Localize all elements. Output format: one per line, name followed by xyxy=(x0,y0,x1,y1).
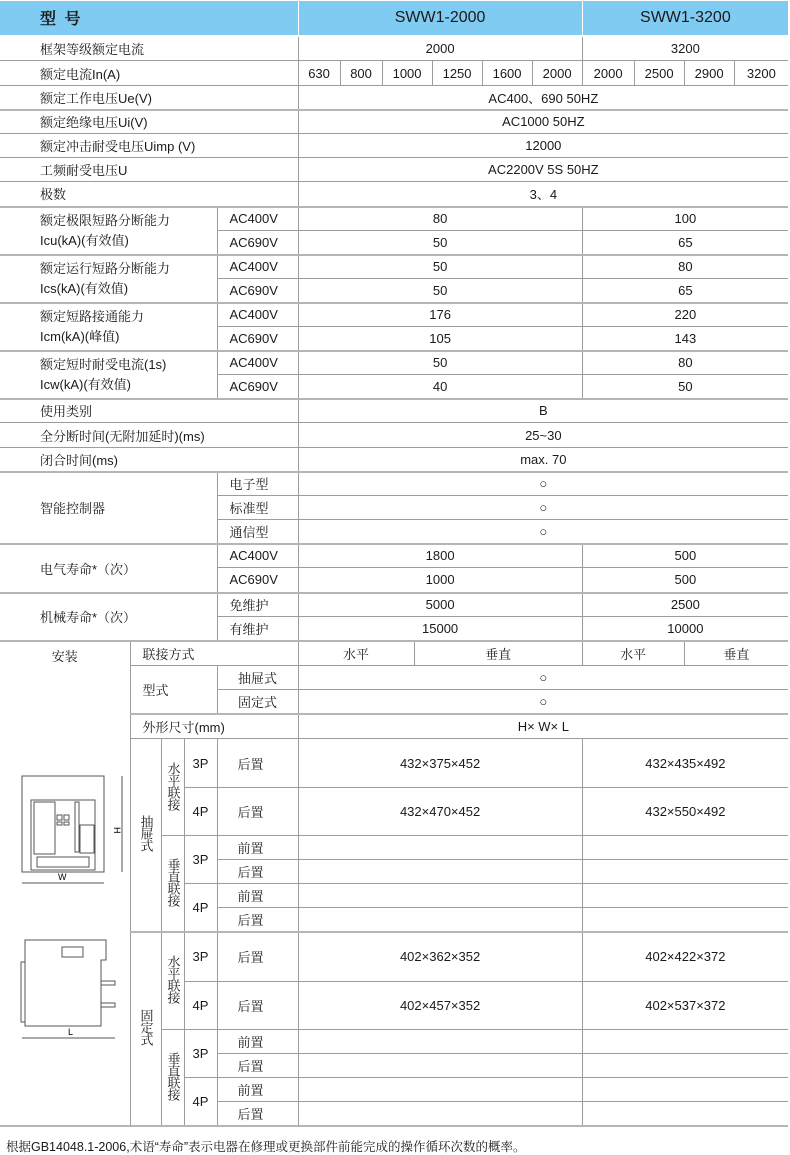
vertical-text: 固定式 xyxy=(138,1009,154,1045)
table-row xyxy=(0,255,788,279)
row-label xyxy=(0,255,217,303)
cell: 432×470×452 xyxy=(298,788,582,836)
cell: 垂直 xyxy=(414,641,582,666)
cell: 50 xyxy=(582,375,788,399)
cell: 50 xyxy=(298,255,582,279)
maintenance-cell: 有维护 xyxy=(217,617,298,641)
cell: B xyxy=(298,399,788,423)
voltage-cell: AC400V xyxy=(217,303,298,327)
table-row xyxy=(0,593,788,617)
controller-type: 标准型 xyxy=(217,496,298,520)
cell: 402×457×352 xyxy=(298,982,582,1030)
cell xyxy=(582,836,788,860)
cell xyxy=(298,1078,582,1102)
cell: 后置 xyxy=(217,1054,298,1078)
cell xyxy=(582,1102,788,1126)
cell: 500 xyxy=(582,568,788,593)
model-sww1-2000: SWW1-2000 xyxy=(298,1,582,36)
cell: 50 xyxy=(298,231,582,255)
cell: 2500 xyxy=(582,593,788,617)
cell: 432×375×452 xyxy=(298,739,582,788)
row-label: 智能控制器 xyxy=(0,472,217,544)
label-line: Icw(kA)(有效值) xyxy=(40,376,131,392)
row-label: 型式 xyxy=(130,666,217,714)
cell: 1600 xyxy=(482,61,532,86)
table-row xyxy=(0,399,788,423)
cell: 176 xyxy=(298,303,582,327)
cell: 800 xyxy=(340,61,382,86)
cell: 后置 xyxy=(217,932,298,982)
cell: 10000 xyxy=(582,617,788,641)
row-label: 额定绝缘电压Ui(V) xyxy=(0,110,298,134)
cell: 2000 xyxy=(532,61,582,86)
row-label: 额定冲击耐受电压Uimp (V) xyxy=(0,134,298,158)
cell: 65 xyxy=(582,231,788,255)
cell: 220 xyxy=(582,303,788,327)
vertical-text: 垂直联接 xyxy=(165,857,181,906)
cell: ○ xyxy=(298,690,788,714)
length-label: L xyxy=(68,1027,74,1037)
row-label xyxy=(0,303,217,351)
label-line: 额定极限短路分断能力 xyxy=(40,212,171,228)
label-line: Icm(kA)(峰值) xyxy=(40,328,120,344)
row-label: 极数 xyxy=(0,182,298,207)
cell xyxy=(298,1102,582,1126)
cell: 40 xyxy=(298,375,582,399)
height-label: H xyxy=(112,827,122,834)
row-label: 使用类别 xyxy=(0,399,298,423)
drawout-breaker-front-diagram xyxy=(18,770,130,890)
row-label xyxy=(0,207,217,255)
label-line: 额定短路接通能力 xyxy=(40,308,145,324)
vertical-connection-label xyxy=(161,1030,184,1126)
vertical-text: 水平联接 xyxy=(165,955,181,1004)
vertical-text: 抽屉式 xyxy=(138,815,154,852)
table-row xyxy=(0,544,788,568)
cell: H× W× L xyxy=(298,714,788,739)
row-label: 框架等级额定电流 xyxy=(0,36,298,61)
width-label: W xyxy=(58,872,67,882)
cell: ○ xyxy=(298,472,788,496)
cell: 3200 xyxy=(734,61,788,86)
row-label: 机械寿命*（次） xyxy=(0,593,217,641)
vertical-connection-label xyxy=(161,836,184,932)
cell: 1800 xyxy=(298,544,582,568)
model-label: 型 号 xyxy=(0,1,298,36)
cell: 垂直 xyxy=(684,641,788,666)
cell: 12000 xyxy=(298,134,788,158)
cell: 65 xyxy=(582,279,788,303)
cell: 水平 xyxy=(298,641,414,666)
cell xyxy=(582,1078,788,1102)
cell: 后置 xyxy=(217,860,298,884)
row-label: 闭合时间(ms) xyxy=(0,448,298,472)
controller-type: 通信型 xyxy=(217,520,298,544)
cell: 后置 xyxy=(217,908,298,932)
row-label: 电气寿命*（次） xyxy=(0,544,217,593)
cell xyxy=(298,908,582,932)
cell xyxy=(582,860,788,884)
table-row xyxy=(0,448,788,472)
cell: 2500 xyxy=(634,61,684,86)
cell: 2000 xyxy=(298,36,582,61)
cell: AC2200V 5S 50HZ xyxy=(298,158,788,182)
install-label: 安装 xyxy=(0,641,130,1126)
cell: 后置 xyxy=(217,1102,298,1126)
row-label: 工频耐受电压U xyxy=(0,158,298,182)
cell: 432×550×492 xyxy=(582,788,788,836)
table-row xyxy=(0,182,788,207)
cell: 402×362×352 xyxy=(298,932,582,982)
cell: 2900 xyxy=(684,61,734,86)
cell: 2000 xyxy=(582,61,634,86)
cell: 50 xyxy=(298,351,582,375)
label-line: Ics(kA)(有效值) xyxy=(40,280,129,296)
cell: 前置 xyxy=(217,884,298,908)
table-row xyxy=(0,351,788,375)
cell: 402×537×372 xyxy=(582,982,788,1030)
cell: 432×435×492 xyxy=(582,739,788,788)
voltage-cell: AC690V xyxy=(217,279,298,303)
model-sww1-3200: SWW1-3200 xyxy=(582,1,788,36)
row-label: 全分断时间(无附加延时)(ms) xyxy=(0,423,298,448)
cell xyxy=(298,860,582,884)
table-row xyxy=(0,134,788,158)
drawout-label xyxy=(130,739,161,932)
table-row xyxy=(0,61,788,86)
cell: 4P xyxy=(184,1078,217,1126)
fixed-label xyxy=(130,932,161,1126)
row-label xyxy=(0,351,217,399)
voltage-cell: AC690V xyxy=(217,375,298,399)
cell: 3、4 xyxy=(298,182,788,207)
cell: 100 xyxy=(582,207,788,231)
table-row xyxy=(0,158,788,182)
row-label: 外形尺寸(mm) xyxy=(130,714,298,739)
cell: 143 xyxy=(582,327,788,351)
maintenance-cell: 免维护 xyxy=(217,593,298,617)
cell: max. 70 xyxy=(298,448,788,472)
cell: 4P xyxy=(184,884,217,932)
vertical-text: 垂直联接 xyxy=(165,1051,181,1100)
cell: 630 xyxy=(298,61,340,86)
cell: 5000 xyxy=(298,593,582,617)
cell: 4P xyxy=(184,982,217,1030)
table-row xyxy=(0,86,788,110)
cell: 水平 xyxy=(582,641,684,666)
row-label: 额定电流In(A) xyxy=(0,61,298,86)
cell xyxy=(298,1054,582,1078)
cell: 80 xyxy=(298,207,582,231)
cell: 1000 xyxy=(298,568,582,593)
table-row xyxy=(0,423,788,448)
controller-type: 电子型 xyxy=(217,472,298,496)
cell: 105 xyxy=(298,327,582,351)
table-row xyxy=(0,207,788,231)
row-label: 额定工作电压Ue(V) xyxy=(0,86,298,110)
voltage-cell: AC400V xyxy=(217,351,298,375)
cell: 固定式 xyxy=(217,690,298,714)
cell: 50 xyxy=(298,279,582,303)
header-row xyxy=(0,1,788,36)
table-row xyxy=(0,110,788,134)
cell: 500 xyxy=(582,544,788,568)
cell xyxy=(582,884,788,908)
voltage-cell: AC690V xyxy=(217,568,298,593)
voltage-cell: AC400V xyxy=(217,207,298,231)
cell: 4P xyxy=(184,788,217,836)
cell xyxy=(298,884,582,908)
cell: 后置 xyxy=(217,788,298,836)
cell: 前置 xyxy=(217,836,298,860)
table-row xyxy=(0,641,788,666)
cell xyxy=(582,1054,788,1078)
label-line: 额定短时耐受电流(1s) xyxy=(40,356,167,372)
voltage-cell: AC400V xyxy=(217,255,298,279)
cell: 1000 xyxy=(382,61,432,86)
cell: 3200 xyxy=(582,36,788,61)
voltage-cell: AC690V xyxy=(217,327,298,351)
table-row xyxy=(0,303,788,327)
cell xyxy=(582,1030,788,1054)
voltage-cell: AC400V xyxy=(217,544,298,568)
voltage-cell: AC690V xyxy=(217,231,298,255)
cell xyxy=(298,836,582,860)
cell: 后置 xyxy=(217,739,298,788)
vertical-text: 水平联接 xyxy=(165,761,181,810)
cell: ○ xyxy=(298,496,788,520)
horizontal-connection-label xyxy=(161,739,184,836)
cell: 402×422×372 xyxy=(582,932,788,982)
cell: AC1000 50HZ xyxy=(298,110,788,134)
cell: 前置 xyxy=(217,1078,298,1102)
cell: 15000 xyxy=(298,617,582,641)
cell xyxy=(582,908,788,932)
cell: 前置 xyxy=(217,1030,298,1054)
cell: 后置 xyxy=(217,982,298,1030)
cell: 80 xyxy=(582,351,788,375)
label-line: Icu(kA)(有效值) xyxy=(40,232,129,248)
cell: 1250 xyxy=(432,61,482,86)
cell: 80 xyxy=(582,255,788,279)
table-row xyxy=(0,36,788,61)
cell: AC400、690 50HZ xyxy=(298,86,788,110)
cell xyxy=(298,1030,582,1054)
cell: 3P xyxy=(184,932,217,982)
cell: 25~30 xyxy=(298,423,788,448)
footnote: 根据GB14048.1-2006,术语“寿命”表示电器在修理或更换部件前能完成的操作循环次数的概率。 xyxy=(6,1140,526,1154)
cell: 3P xyxy=(184,739,217,788)
row-label: 联接方式 xyxy=(130,641,298,666)
cell: 3P xyxy=(184,1030,217,1078)
horizontal-connection-label xyxy=(161,932,184,1030)
cell: 抽屉式 xyxy=(217,666,298,690)
cell: 3P xyxy=(184,836,217,884)
fixed-breaker-side-diagram xyxy=(16,938,128,1048)
label-line: 额定运行短路分断能力 xyxy=(40,260,171,276)
cell: ○ xyxy=(298,666,788,690)
cell: ○ xyxy=(298,520,788,544)
table-row xyxy=(0,472,788,496)
